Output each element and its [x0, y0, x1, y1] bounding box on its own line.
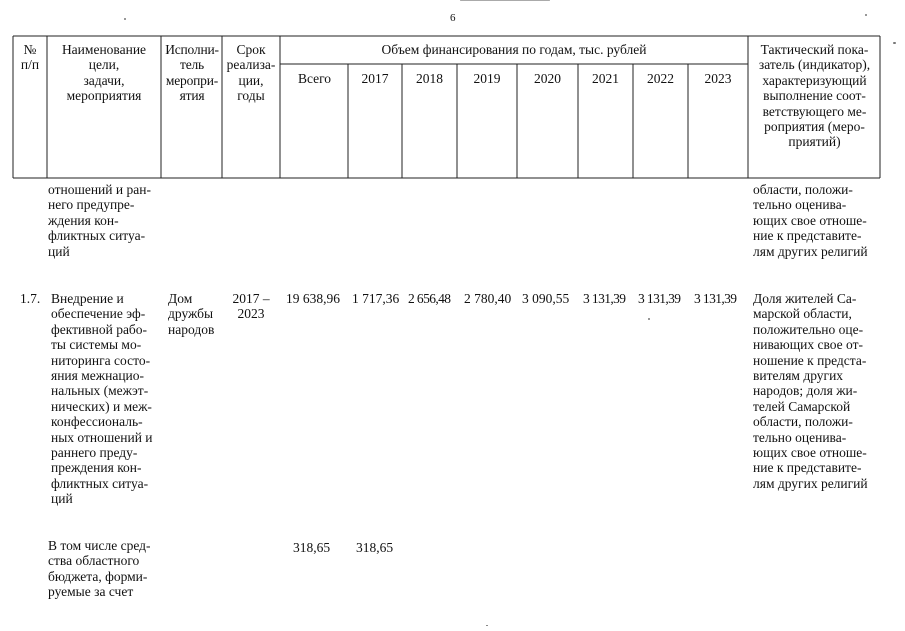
row-total-value: 19 638,96 [286, 291, 340, 306]
scan-speck [893, 42, 896, 44]
row-value-2019: 2 780,40 [464, 291, 512, 306]
subrow-value-2017: 318,65 [356, 540, 394, 555]
row-period: 2017 – 2023 [232, 291, 270, 322]
scan-speck [460, 0, 550, 1]
header-year-2020: 2020 [534, 71, 561, 86]
header-indicator: Тактический пока- затель (индикатор), характеризующий выполнение соот- ветствующего ме- роприятия (меро- приятий) [758, 42, 871, 150]
continuation-indicator: области, положи- тельно оценива- ющих свое отноше- ние к представите- лям других религий [753, 182, 868, 259]
header-number: № п/п [20, 42, 40, 73]
header-year-2021: 2021 [592, 71, 619, 86]
continuation-name: отношений и ран- него предупре- ждения кон- фликтных ситуа- ций [48, 182, 151, 259]
row-number: 1.7. [20, 291, 41, 306]
header-executor: Исполни- тель меропри- ятия [165, 42, 219, 104]
header-period: Срок реализа- ции, годы [226, 42, 276, 104]
scan-speck [648, 318, 650, 320]
scan-speck [486, 625, 488, 626]
header-total: Всего [297, 71, 332, 86]
row-indicator: Доля жителей Са- марской области, положительно оце- нивающих свое от- ношение к предста- вителям других народов; доля жи- телей Самарской области, положи- тельно оценива- ющих свое отноше- ние к представите- лям других религий [753, 291, 868, 491]
row-value-2023: 3 131,39 [694, 291, 737, 306]
row-value-2021: 3 131,39 [583, 291, 626, 306]
row-value-2022: 3 131,39 [638, 291, 681, 306]
header-year-2022: 2022 [647, 71, 674, 86]
header-financing: Объем финансирования по годам, тыс. рублей [381, 42, 647, 57]
header-name: Наименование цели, задачи, мероприятия [61, 42, 147, 104]
page-number: 6 [450, 12, 456, 24]
header-year-2018: 2018 [416, 71, 443, 86]
row-name: Внедрение и обеспечение эф- фективной рабо- ты системы мо- ниторинга состо- яния межнацио- нальных (межэт- нических) и меж- конфессиональ- ных отношений и раннего преду- преждения кон- фликтных ситуа- ций [51, 291, 153, 507]
scan-speck [865, 14, 867, 16]
subrow-name: В том числе сред- ства областного бюджета, форми- руемые за счет [48, 538, 151, 600]
header-year-2017: 2017 [361, 71, 389, 86]
header-year-2023: 2023 [704, 71, 732, 86]
scan-speck [124, 18, 126, 20]
header-year-2019: 2019 [473, 71, 501, 86]
subrow-total-value: 318,65 [293, 540, 331, 555]
row-value-2017: 1 717,36 [352, 291, 400, 306]
row-executor: Дом дружбы народов [168, 291, 215, 337]
row-value-2018: 2 656,48 [408, 291, 451, 306]
row-value-2020: 3 090,55 [522, 291, 570, 306]
